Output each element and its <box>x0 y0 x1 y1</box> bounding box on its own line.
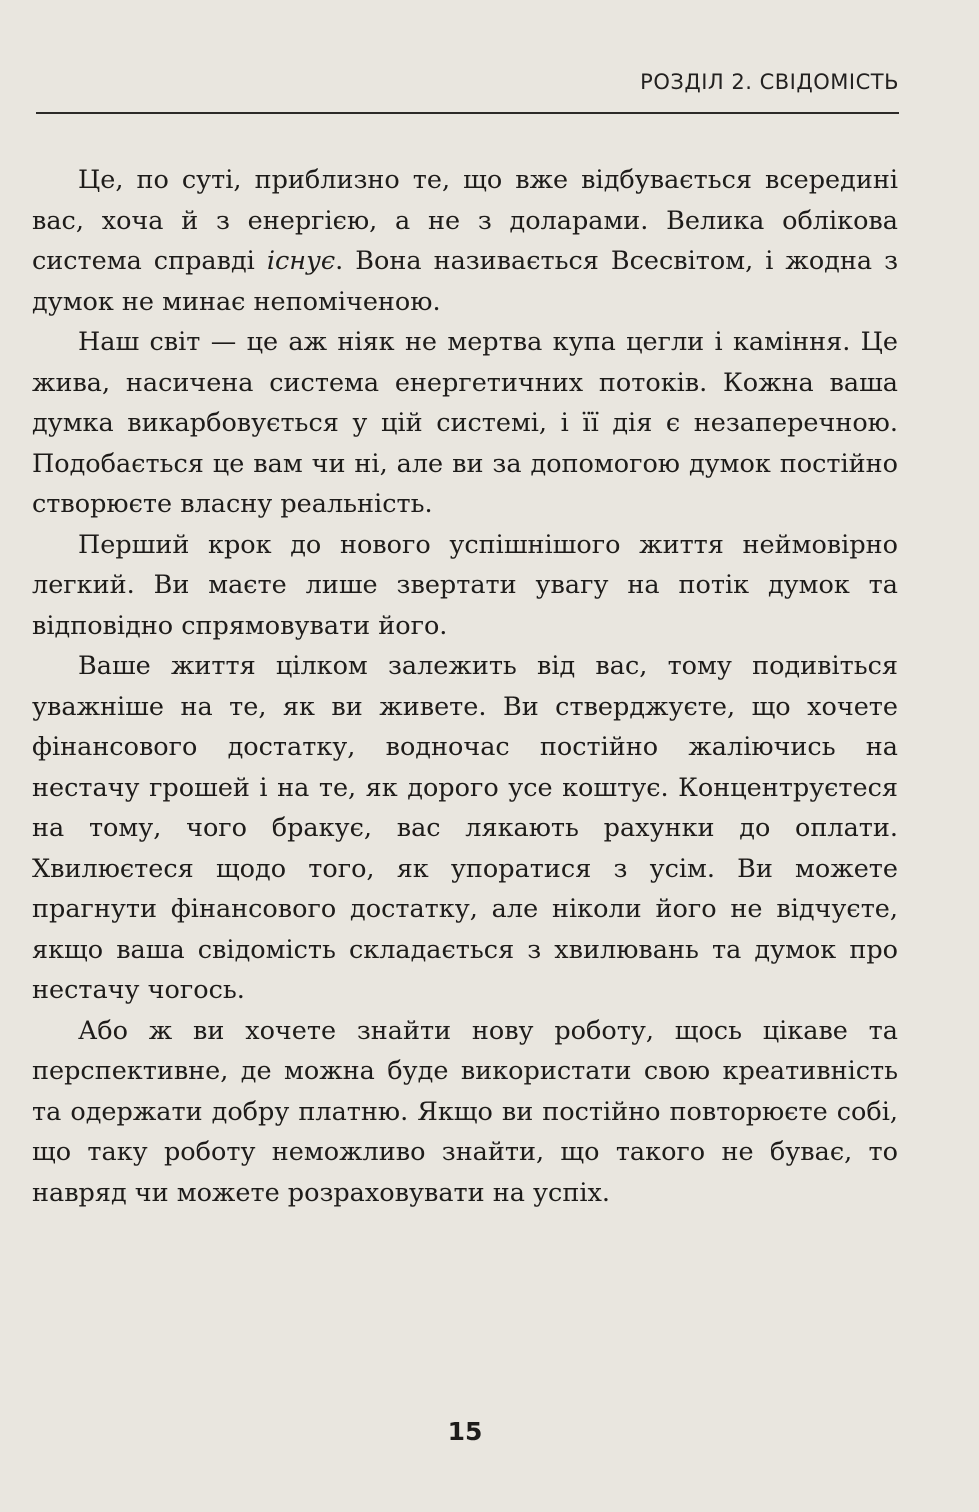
page-number: 15 <box>447 1417 483 1446</box>
body-text <box>32 160 898 1213</box>
paragraph-1-text-after: . Вона називається Всесвітом, і жодна з думок не минає непоміченою. <box>32 246 898 317</box>
page-header <box>36 64 899 120</box>
paragraph-1-text-before: Це, по суті, приблизно те, що вже відбувається всередині вас, хоча й з енергією, а не з доларами. Велика облікова система справді <box>32 165 898 276</box>
paragraph-1-emphasis: існує <box>266 246 336 276</box>
running-head-chapter-title: РОЗДІЛ 2. СВІДОМІСТЬ <box>640 70 899 94</box>
paragraph-3: Перший крок до нового успішнішого життя неймовірно легкий. Ви маєте лише звертати увагу на потік думок та відповідно спрямовувати його. <box>32 529 898 641</box>
paragraph-4: Ваше життя цілком залежить від вас, тому подивіться уважніше на те, як ви живете. Ви стверджуєте, що хочете фінансового достатку, водночас постійно жаліючись на нестачу грошей і на те, як дорого усе коштує. Концентруєтеся на тому, чого бракує, вас лякають рахунки до оплати. Хвилюєтеся щодо того, як упоратися з усім. Ви можете прагнути фінансового достатку, але ніколи його не відчуєте, якщо ваша свідомість складається з хвилювань та думок про нестачу чогось. <box>32 651 898 1005</box>
paragraph-2: Наш світ — це аж ніяк не мертва купа цегли і каміння. Це жива, насичена система енергетичних потоків. Кожна ваша думка викарбовується у цій системі, і її дія є незаперечною. Подобається це вам чи ні, але ви за допомогою думок постійно створюєте власну реальність. <box>32 327 898 519</box>
paragraph-1 <box>32 160 898 322</box>
header-rule <box>36 112 899 114</box>
paragraph-5: Або ж ви хочете знайти нову роботу, щось цікаве та перспективне, де можна буде використати свою креативність та одержати добру платню. Якщо ви постійно повторюєте собі, що таку роботу неможливо знайти, що такого не буває, то навряд чи можете розраховувати на успіх. <box>32 1015 898 1208</box>
